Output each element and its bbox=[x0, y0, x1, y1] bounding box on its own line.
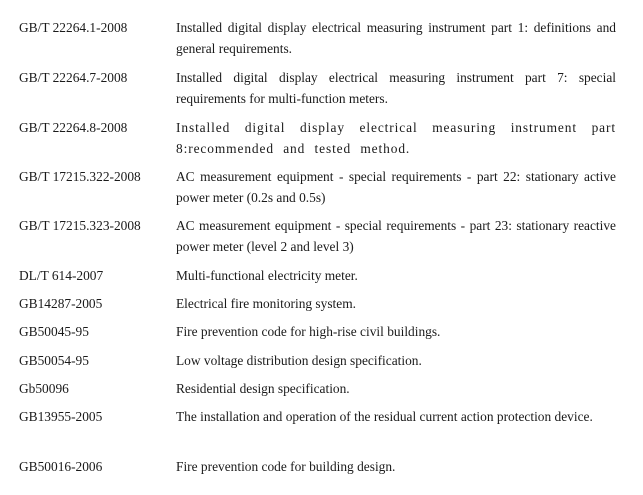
standard-description: Installed digital display electrical measuring instrument part 1: definitions and general requirements. bbox=[176, 20, 616, 56]
standard-code: GB/T 22264.1-2008 bbox=[19, 20, 128, 35]
standard-code: GB50054-95 bbox=[19, 353, 89, 368]
standard-description: Installed digital display electrical measuring instrument part 7: special requirements for multi-function meters. bbox=[176, 70, 616, 106]
standard-description: Multi-functional electricity meter. bbox=[176, 268, 358, 283]
standard-code: GB/T 22264.8-2008 bbox=[19, 120, 128, 135]
standard-code: GB50045-95 bbox=[19, 324, 89, 339]
standard-description: AC measurement equipment - special requirements - part 22: stationary active power meter (0.2s and 0.5s) bbox=[176, 169, 616, 205]
standard-code: GB50016-2006 bbox=[19, 459, 103, 474]
standard-code: GB/T 22264.7-2008 bbox=[19, 70, 128, 85]
standard-code: Gb50096 bbox=[19, 381, 69, 396]
standard-description: Electrical fire monitoring system. bbox=[176, 296, 356, 311]
standard-code: GB14287-2005 bbox=[19, 296, 103, 311]
standard-code: GB/T 17215.323-2008 bbox=[19, 218, 141, 233]
standard-code: GB/T 17215.322-2008 bbox=[19, 169, 141, 184]
standard-description: Low voltage distribution design specification. bbox=[176, 353, 422, 368]
standard-description: The installation and operation of the residual current action protection device. bbox=[176, 409, 593, 424]
standard-description: AC measurement equipment - special requirements - part 23: stationary reactive power meter (level 2 and level 3) bbox=[176, 218, 616, 254]
standard-description: Fire prevention code for high-rise civil buildings. bbox=[176, 324, 441, 339]
standard-description: Fire prevention code for building design. bbox=[176, 459, 396, 474]
standard-description: Installed digital display electrical measuring instrument part 8:recommended and tested method. bbox=[176, 120, 616, 156]
standard-description: Residential design specification. bbox=[176, 381, 350, 396]
standard-code: DL/T 614-2007 bbox=[19, 268, 104, 283]
standard-code: GB13955-2005 bbox=[19, 409, 103, 424]
